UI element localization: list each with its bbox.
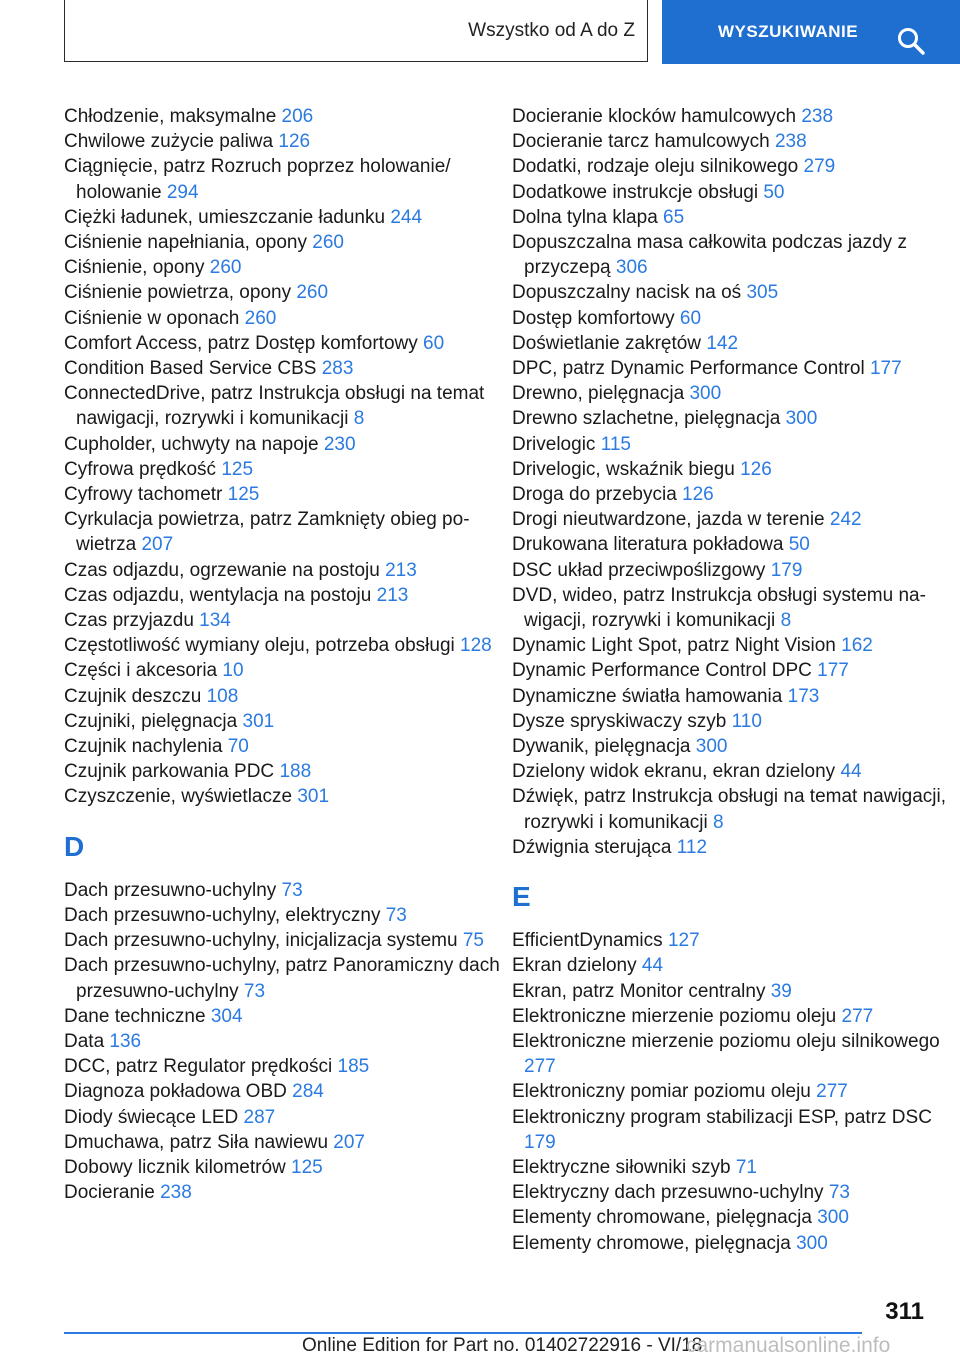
index-entry [64,1155,504,1180]
index-term: EfficientDynamics [512,930,663,952]
index-list-e [512,928,952,1256]
page-link[interactable]: 136 [109,1030,142,1052]
index-term: Diagnoza pokładowa OBD [64,1081,287,1103]
index-list-d-continued [512,104,952,860]
index-term: Drewno szlachetne, pielęgnacja [512,408,781,430]
index-term: Cupholder, uchwyty na napoje [64,433,319,455]
index-entry [512,432,952,457]
index-entry [64,1180,504,1205]
page-link[interactable]: 277 [841,1005,874,1027]
index-term: Elektroniczny pomiar poziomu oleju [512,1081,811,1103]
index-term: Dopuszczalny nacisk na oś [512,282,742,304]
index-term: Dodatkowe instrukcje obsługi [512,181,759,203]
page-link[interactable]: 279 [803,156,836,178]
page-link[interactable]: 305 [746,282,779,304]
index-term: Condition Based Service CBS [64,358,317,380]
index-term: Dach przesuwno-uchylny, elektryczny [64,904,381,926]
page-link[interactable]: 238 [801,106,834,127]
index-term: Elektroniczne mierzenie poziomu oleju silnikowego [512,1030,940,1052]
index-entry [64,104,504,129]
index-term: Dźwięk, patrz Instrukcja obsługi na temat nawigacji, rozrywki i komunikacji [512,786,947,833]
index-term: Cyfrowa prędkość [64,458,217,480]
page-link[interactable]: 277 [816,1081,848,1103]
page-link[interactable]: 8 [353,408,365,430]
index-entry [64,583,504,608]
page-link[interactable]: 188 [279,761,312,783]
index-term: Dysze spryskiwaczy szyb [512,710,727,732]
page-link[interactable]: 230 [323,433,356,455]
index-term: DCC, patrz Regulator prędkości [64,1056,333,1078]
index-column-left [64,104,504,1205]
page-link[interactable]: 44 [641,955,664,977]
page-number: 311 [885,1298,924,1325]
index-term: Dmuchawa, patrz Siła nawiewu [64,1131,329,1153]
index-term: Docieranie klocków hamulcowych [512,106,797,127]
page-link[interactable]: 128 [460,635,492,657]
index-term: Chwilowe zużycie paliwa [64,131,274,153]
tab-a-to-z-label: Wszystko od A do Z [468,19,635,41]
index-entry [512,633,952,658]
page-link[interactable]: 8 [780,610,792,632]
index-term: Ekran, patrz Monitor centralny [512,980,766,1002]
index-entry [512,734,952,759]
page-link[interactable]: 50 [788,534,810,556]
page-link[interactable]: 177 [869,358,902,380]
page-link[interactable]: 179 [524,1131,556,1153]
index-entry [64,1054,504,1079]
index-entry [64,482,504,507]
index-entry [512,684,952,709]
index-entry [64,633,504,658]
index-entry [512,558,952,583]
page-link[interactable]: 108 [206,685,239,707]
page-link[interactable]: 306 [615,257,648,279]
index-entry [64,734,504,759]
page-link[interactable]: 126 [682,484,714,506]
index-entry [512,583,952,633]
index-entry [64,1105,504,1130]
index-entry [64,1130,504,1155]
index-term: Docieranie tarcz hamulcowych [512,131,770,153]
index-term: Czujniki, pielęgnacja [64,710,238,732]
page-link[interactable]: 179 [770,559,803,581]
page-link[interactable]: 50 [763,181,785,203]
index-term: Chłodzenie, maksymalne [64,106,277,127]
index-term: Dach przesuwno-uchylny, patrz Panoramiczny dach przesuwno-uchylny [64,955,500,1002]
page-link[interactable]: 10 [222,660,244,682]
page-link[interactable]: 244 [390,206,423,228]
index-term: Drivelogic, wskaźnik biegu [512,458,735,480]
page-link[interactable]: 300 [689,383,722,405]
index-entry [64,356,504,381]
watermark: carmanualsonline.info [686,1334,891,1357]
index-entry [512,406,952,431]
index-term: Drivelogic [512,433,596,455]
index-term: Droga do przebycia [512,484,677,506]
index-entry [64,759,504,784]
page-link[interactable]: 207 [333,1131,365,1153]
index-entry [64,129,504,154]
index-entry [512,979,952,1004]
page-link[interactable]: 60 [679,307,702,329]
index-entry [64,280,504,305]
page-link[interactable]: 177 [817,660,849,682]
index-term: Ciśnienie powietrza, opony [64,282,292,304]
tab-a-to-z[interactable] [64,0,648,62]
page-link[interactable]: 115 [600,433,631,455]
index-entry [512,507,952,532]
page-link[interactable]: 304 [210,1005,243,1027]
index-term: Elektroniczne mierzenie poziomu oleju [512,1005,837,1027]
index-entry [512,784,952,834]
page-link[interactable]: 301 [242,710,275,732]
page-link[interactable]: 260 [209,257,242,279]
page-link[interactable]: 301 [297,786,330,808]
page-link[interactable]: 73 [828,1182,850,1204]
page-link[interactable]: 127 [667,930,700,952]
index-term: Dolna tylna klapa [512,206,658,228]
index-entry [64,878,504,903]
index-term: Elektryczne siłowniki szyb [512,1156,731,1178]
page-link[interactable]: 73 [243,980,266,1002]
index-term: Ciśnienie w oponach [64,307,240,329]
index-term: Czujnik parkowania PDC [64,761,275,783]
index-entry [512,1180,952,1205]
index-entry [512,658,952,683]
index-entry [512,928,952,953]
page-link[interactable]: 39 [770,980,792,1002]
page-link[interactable]: 75 [462,930,484,952]
index-entry [512,306,952,331]
page-link[interactable]: 287 [243,1106,276,1128]
page-link[interactable]: 300 [695,736,728,758]
header [0,0,960,66]
index-entry [64,608,504,633]
section-letter-d: D [64,830,85,862]
page-link[interactable]: 283 [321,358,354,380]
page-link[interactable]: 70 [227,736,249,758]
index-term: Dodatki, rodzaje oleju silnikowego [512,156,799,178]
index-entry [64,784,504,809]
index-entry [64,154,504,204]
index-entry [64,255,504,280]
index-entry [512,709,952,734]
magnifier-icon [896,26,926,56]
page-link[interactable]: 300 [796,1232,828,1254]
index-entry [512,280,952,305]
index-term: Czujnik nachylenia [64,736,223,758]
index-term: Czas odjazdu, wentylacja na postoju [64,584,372,606]
index-column-right [512,104,952,1256]
page-link[interactable]: 173 [787,685,820,707]
index-entry [512,1231,952,1256]
page-link[interactable]: 185 [337,1056,370,1078]
index-term: Elektroniczny program stabilizacji ESP, patrz DSC [512,1106,932,1128]
index-entry [512,230,952,280]
index-entry [64,558,504,583]
index-entry [512,1105,952,1155]
index-term: Czas przyjazdu [64,610,194,632]
index-list-d [64,878,504,1206]
index-term: DSC układ przeciwpoślizgowy [512,559,766,581]
index-term: Dywanik, pielęgnacja [512,736,691,758]
index-entry [64,331,504,356]
index-entry [512,205,952,230]
index-entry [64,684,504,709]
page-link[interactable]: 260 [244,307,277,329]
page-link[interactable]: 300 [817,1207,849,1229]
index-entry [64,306,504,331]
index-term: Ciągnięcie, patrz Rozruch poprzez holowanie/ holowanie [64,156,451,203]
index-entry [512,180,952,205]
index-term: Dane techniczne [64,1005,206,1027]
index-term: Elementy chromowe, pielęgnacja [512,1232,791,1254]
page-link[interactable]: 207 [141,534,174,556]
page-link[interactable]: 142 [706,332,739,354]
index-term: Części i akcesoria [64,660,218,682]
index-list-c [64,104,504,810]
index-term: Ciśnienie, opony [64,257,205,279]
index-term: Docieranie [64,1182,155,1204]
index-term: Dach przesuwno-uchylny, inicjalizacja systemu [64,930,458,952]
page-link[interactable]: 213 [385,559,417,581]
page-link[interactable]: 213 [376,584,409,606]
index-term: DVD, wideo, patrz Instrukcja obsługi systemu nawigacji, rozrywki i komunikacji [512,584,926,632]
page-link[interactable]: 294 [166,181,199,203]
index-entry [512,1205,952,1230]
search-button[interactable] [662,0,960,64]
index-entry [512,953,952,978]
index-term: Elektryczny dach przesuwno-uchylny [512,1182,824,1204]
page-link[interactable]: 238 [160,1182,192,1204]
index-term: Drewno, pielęgnacja [512,383,685,405]
section-letter-e: E [512,881,531,913]
index-term: Drukowana literatura pokładowa [512,534,784,556]
page-link[interactable]: 134 [199,610,231,632]
index-entry [64,205,504,230]
index-entry [64,1004,504,1029]
index-entry [64,1079,504,1104]
index-term: Dynamiczne światła hamowania [512,685,783,707]
index-entry [64,432,504,457]
index-term: Dźwignia sterująca [512,836,672,858]
index-entry [512,104,952,129]
index-entry [64,381,504,431]
index-term: Czas odjazdu, ogrzewanie na postoju [64,559,380,581]
index-term: Dynamic Performance Control DPC [512,660,812,682]
index-entry [512,1155,952,1180]
page-link[interactable]: 300 [785,408,818,430]
page-link[interactable]: 242 [829,509,862,531]
index-term: Ekran dzielony [512,955,637,977]
search-button-label: WYSZUKIWANIE [718,22,859,41]
index-term: Ciśnienie napełniania, opony [64,232,307,254]
page-link[interactable]: 44 [840,761,862,783]
page-link[interactable]: 110 [731,710,762,732]
index-term: Czujnik deszczu [64,685,202,707]
page-link[interactable]: 238 [774,131,807,153]
page-link[interactable]: 112 [676,836,708,858]
index-term: Drogi nieutwardzone, jazda w terenie [512,509,825,531]
page-link[interactable]: 125 [221,458,254,480]
index-term: Diody świecące LED [64,1106,239,1128]
index-term: Ciężki ładunek, umieszczanie ładunku [64,206,386,228]
index-entry [512,331,952,356]
index-term: Cyfrowy tachometr [64,484,223,506]
index-term: Dynamic Light Spot, patrz Night Vision [512,635,836,657]
page-link[interactable]: 73 [281,879,303,901]
index-term: Dobowy licznik kilometrów [64,1156,286,1178]
index-entry [512,381,952,406]
page-link[interactable]: 125 [291,1156,323,1178]
index-term: ConnectedDrive, patrz Instrukcja obsługi na temat nawigacji, rozrywki i komunikacji [64,383,485,430]
index-term: Dach przesuwno-uchylny [64,879,277,901]
page-link[interactable]: 206 [281,106,314,127]
page-link[interactable]: 60 [423,332,445,354]
page-link[interactable]: 8 [712,811,724,833]
index-entry [64,457,504,482]
index-entry [64,709,504,734]
index-entry [512,1029,952,1079]
edition-text: Online Edition for Part no. 01402722916 - VI/18 [302,1335,703,1356]
index-entry [512,532,952,557]
index-entry [512,154,952,179]
index-term: Cyrkulacja powietrza, patrz Zamknięty obieg powietrza [64,509,470,556]
index-term: Dostęp komfortowy [512,307,675,329]
index-term: Doświetlanie zakrętów [512,332,702,354]
index-term: Dopuszczalna masa całkowita podczas jazdy z przyczepą [512,232,907,279]
index-term: DPC, patrz Dynamic Performance Control [512,358,865,380]
index-entry [64,953,504,1003]
page-link[interactable]: 71 [735,1156,757,1178]
page-link[interactable]: 126 [740,458,772,480]
index-entry [512,759,952,784]
page-link[interactable]: 284 [292,1081,324,1103]
index-term: Data [64,1030,105,1052]
index-term: Comfort Access, patrz Dostęp komfortowy [64,332,418,354]
page-link[interactable]: 73 [385,904,407,926]
index-entry [512,129,952,154]
page-link[interactable]: 125 [227,484,260,506]
index-term: Częstotliwość wymiany oleju, potrzeba obsługi [64,635,455,657]
index-entry [512,356,952,381]
page-link[interactable]: 260 [312,232,344,254]
index-entry [64,928,504,953]
index-entry [64,658,504,683]
page-link[interactable]: 126 [278,131,311,153]
page-link[interactable]: 260 [296,282,329,304]
index-entry [512,1004,952,1029]
index-entry [512,457,952,482]
index-term: Elementy chromowane, pielęgnacja [512,1207,812,1229]
page-link[interactable]: 65 [663,206,685,228]
index-entry [512,1079,952,1104]
index-entry [512,482,952,507]
index-term: Czyszczenie, wyświetlacze [64,786,293,808]
index-entry [64,903,504,928]
index-entry [64,230,504,255]
index-entry [64,507,504,557]
index-entry [512,835,952,860]
page-link[interactable]: 162 [841,635,873,657]
index-entry [64,1029,504,1054]
index-term: Dzielony widok ekranu, ekran dzielony [512,761,836,783]
page-link[interactable]: 277 [524,1056,556,1078]
